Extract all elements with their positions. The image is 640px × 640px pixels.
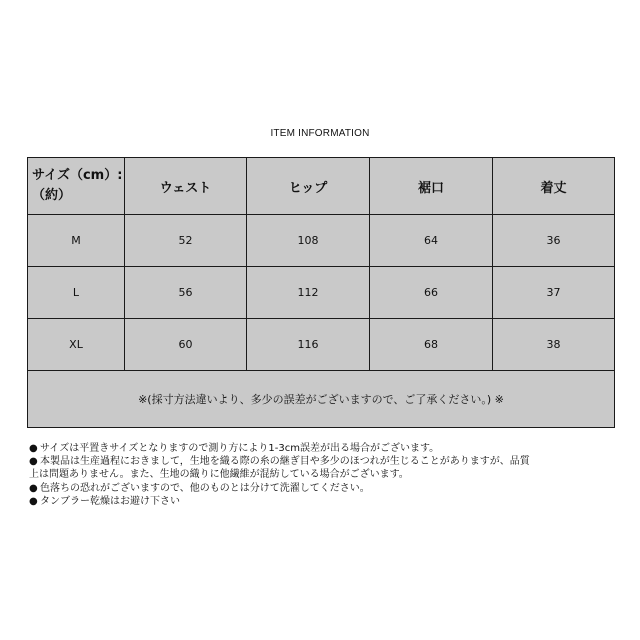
- bullet-icon: ●: [29, 443, 38, 454]
- hem-header: 裾口: [370, 158, 493, 215]
- item-information-title: ITEM INFORMATION: [270, 128, 370, 139]
- note-item: [29, 455, 619, 468]
- note-text: 本製品は生産過程におきまして，生地を織る際の糸の継ぎ目や多少のほつれが生じることがありますが、品質: [40, 456, 530, 468]
- waist-cell: 52: [125, 215, 247, 267]
- note-text: タンブラー乾燥はお避け下さい: [40, 495, 180, 507]
- size-cell: M: [28, 215, 125, 267]
- care-notes: [29, 442, 619, 508]
- note-text: 上は問題ありません。また、生地の織りに他繊維が混紡している場合がございます。: [29, 469, 409, 481]
- length-cell: 36: [493, 215, 615, 267]
- size-unit-header: [28, 158, 125, 215]
- bullet-icon: ●: [29, 495, 38, 507]
- size-unit-label: サイズ（cm）:: [32, 168, 123, 183]
- note-item: [29, 495, 619, 508]
- bullet-icon: ●: [29, 482, 38, 494]
- waist-header: ウェスト: [125, 158, 247, 215]
- hip-header: ヒップ: [247, 158, 370, 215]
- hip-cell: 108: [247, 215, 370, 267]
- hem-cell: 64: [370, 215, 493, 267]
- size-cell: L: [28, 267, 125, 319]
- note-item-continued: [29, 468, 619, 481]
- bullet-icon: ●: [29, 456, 38, 468]
- hem-cell: 66: [370, 267, 493, 319]
- measurement-note: ※(採寸方法違いより、多少の誤差がございますので、ご了承ください。) ※: [28, 371, 615, 428]
- length-cell: 37: [493, 267, 615, 319]
- waist-cell: 60: [125, 319, 247, 371]
- table-note-row: [28, 371, 615, 428]
- hip-cell: 112: [247, 267, 370, 319]
- approx-label: （約）: [32, 188, 72, 203]
- note-item: [29, 442, 619, 455]
- note-text: 色落ちの恐れがございますので、他のものとは分けて洗濯してください。: [40, 482, 370, 494]
- length-header: 着丈: [493, 158, 615, 215]
- size-cell: XL: [28, 319, 125, 371]
- table-header-row: [28, 158, 615, 215]
- note-text: サイズは平置きサイズとなりますので測り方により1-3cm誤差が出る場合がございます。: [40, 443, 440, 454]
- waist-cell: 56: [125, 267, 247, 319]
- size-table: [27, 157, 615, 428]
- table-row: [28, 215, 615, 267]
- length-cell: 38: [493, 319, 615, 371]
- table-row: [28, 319, 615, 371]
- note-item: [29, 482, 619, 495]
- hem-cell: 68: [370, 319, 493, 371]
- table-row: [28, 267, 615, 319]
- hip-cell: 116: [247, 319, 370, 371]
